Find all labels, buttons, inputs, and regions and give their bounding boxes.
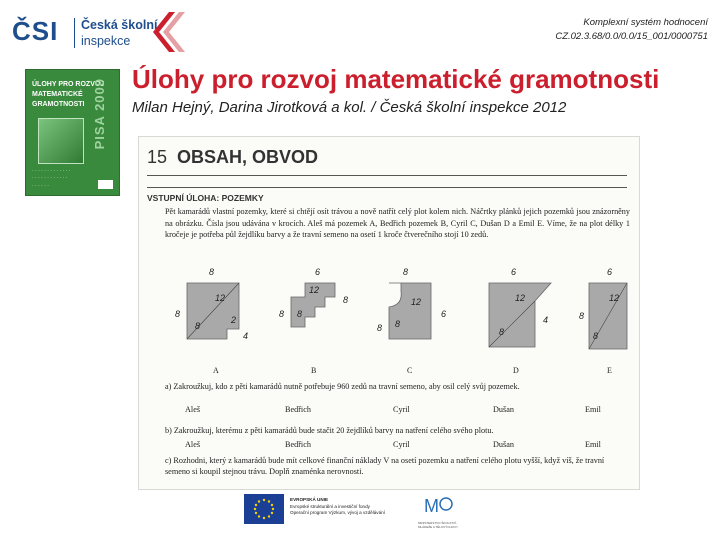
chevron-decoration-icon: [145, 10, 185, 54]
book-small-print: · · · · · · · · · · · · · · · · · · · · · · · · ·: [32, 168, 71, 181]
dim-b-area-2: 8: [297, 309, 303, 319]
book-title-line-3: GRAMOTNOSTI: [32, 101, 85, 108]
plots-figure: [159, 261, 629, 399]
task-label: VSTUPNÍ ÚLOHA: POZEMKY: [147, 193, 264, 203]
dim-e-area-2: 8: [593, 331, 599, 341]
dim-a-area-2: 8: [195, 321, 201, 331]
plot-letter-e: E: [607, 366, 612, 375]
logo-line-2: inspekce: [81, 34, 131, 48]
slide-title: Úlohy pro rozvoj matematické gramotnosti: [132, 64, 660, 94]
plot-c-shape: [389, 283, 431, 339]
dim-d-area-2: 8: [499, 327, 505, 337]
dim-d-right: 4: [543, 315, 549, 325]
textbook-page-scan: [138, 136, 640, 490]
eu-line-3: Operační program Výzkum, vývoj a vzdělávání: [290, 510, 385, 515]
book-title-line-2: MATEMATICKÉ: [32, 91, 83, 98]
book-publisher-logos: [98, 180, 113, 189]
plot-letter-c: C: [407, 366, 413, 375]
msmt-label: MINISTERSTVO ŠKOLSTVÍ, MLÁDEŽE A TĚLOVÝCHOVY: [418, 521, 458, 529]
name-emil[interactable]: Emil: [585, 405, 601, 414]
book-cube-graphic: [38, 118, 84, 164]
dim-e-area-1: 12: [609, 293, 620, 303]
plot-letter-a: A: [213, 366, 219, 375]
dim-a-right: 4: [243, 331, 249, 341]
eu-line-2: Evropské strukturální a investiční fondy: [290, 503, 370, 509]
dim-b-right: 8: [343, 295, 349, 305]
names-row-b: [185, 440, 625, 451]
name-dusan[interactable]: Dušan: [493, 440, 514, 449]
question-a: a) Zakroužkuj, kdo z pěti kamarádů nutně potřebuje 960 zedů na travní semeno, aby osil celý svůj pozemek.: [165, 382, 520, 391]
name-cyril[interactable]: Cyril: [393, 405, 410, 414]
dim-b-top: 6: [315, 267, 321, 277]
msmt-logo: [418, 494, 458, 529]
book-cover-image: [25, 69, 120, 196]
logo-divider: [74, 18, 75, 48]
dim-d-top: 6: [511, 267, 517, 277]
chapter-title: OBSAH, OBVOD: [177, 147, 319, 167]
dim-c-area-2: 8: [395, 319, 401, 329]
dim-d-area-1: 12: [515, 293, 526, 303]
dim-a-left: 8: [175, 309, 181, 319]
dim-e-top: 6: [607, 267, 613, 277]
question-b: b) Zakroužkuj, kterému z pěti kamarádů bude stačit 20 žejdlíků barvy na natření celého svého plotu.: [165, 426, 494, 435]
logo-abbreviation: ČSI: [12, 16, 59, 46]
name-bedrich[interactable]: Bedřich: [285, 440, 311, 449]
dim-c-area-1: 12: [411, 297, 422, 307]
name-bedrich[interactable]: Bedřich: [285, 405, 311, 414]
dim-a-step: 2: [231, 315, 237, 325]
dim-c-top: 8: [403, 267, 409, 277]
eu-flag-icon: [244, 494, 284, 524]
eu-line-1: EVROPSKÁ UNIE: [290, 497, 329, 502]
system-name: Komplexní systém hodnocení: [583, 17, 708, 28]
logo-line-1: Česká školní: [81, 18, 158, 32]
dim-a-top: 8: [209, 267, 215, 277]
slide-subtitle: Milan Hejný, Darina Jirotková a kol. / Česká školní inspekce 2012: [132, 99, 567, 116]
name-ales[interactable]: Aleš: [185, 440, 201, 449]
msmt-emblem-icon: [418, 494, 458, 516]
book-series-label: PISA 2009: [92, 78, 107, 150]
project-header: [555, 16, 708, 44]
dim-b-left: 8: [279, 309, 285, 319]
dim-b-area-1: 12: [309, 285, 320, 295]
csi-logo: [12, 14, 162, 50]
name-dusan[interactable]: Dušan: [493, 405, 514, 414]
eu-stars-icon: [244, 494, 284, 524]
book-footer-print: · · · · · ·: [32, 183, 49, 189]
task-intro-text: Pět kamarádů vlastní pozemky, které si chtějí osít trávou a nově natřít celý plot kolem nich. Náčrtky plánků jejich pozemků jsou znázorněny na obrázku. Čísla jsou udávána v krocích. Aleš má pozemek A, Bedřich pozemek B, Cyril C, Dušan D a Emil E. Víme, že na plot délky 1 kročeje je potřeba půl žejdlíku barvy a že travní semeno na osetí 1 kroče čtverečního stojí 10 zedů.: [165, 207, 630, 240]
dim-e-left: 8: [579, 311, 585, 321]
plot-letter-b: B: [311, 366, 317, 375]
dim-c-right: 6: [441, 309, 447, 319]
chapter-number: 15: [147, 147, 168, 167]
project-code: CZ.02.3.68/0.0/0.0/15_001/0000751: [555, 31, 708, 42]
plots-diagram: [159, 261, 629, 371]
dim-a-area-1: 12: [215, 293, 226, 303]
svg-text:M: M: [424, 496, 439, 516]
name-ales[interactable]: Aleš: [185, 405, 201, 414]
name-emil[interactable]: Emil: [585, 440, 601, 449]
section-divider: [147, 187, 627, 188]
dim-c-left: 8: [377, 323, 383, 333]
plot-letters: [159, 366, 629, 378]
top-divider: [147, 175, 627, 176]
eu-funding-text: [290, 497, 385, 517]
plot-letter-d: D: [513, 366, 519, 375]
book-title-line-1: ÚLOHY PRO ROZVOJ: [32, 81, 105, 88]
names-row-a: [185, 405, 625, 416]
name-cyril[interactable]: Cyril: [393, 440, 410, 449]
question-c: c) Rozhodni, který z kamarádů bude mít celkové finanční náklady V na osetí pozemku a natření celého plotu vyšší, když víš, že travní semeno si koupil stejnou trávu. Doplň znaménka nerovnosti.: [165, 456, 605, 476]
